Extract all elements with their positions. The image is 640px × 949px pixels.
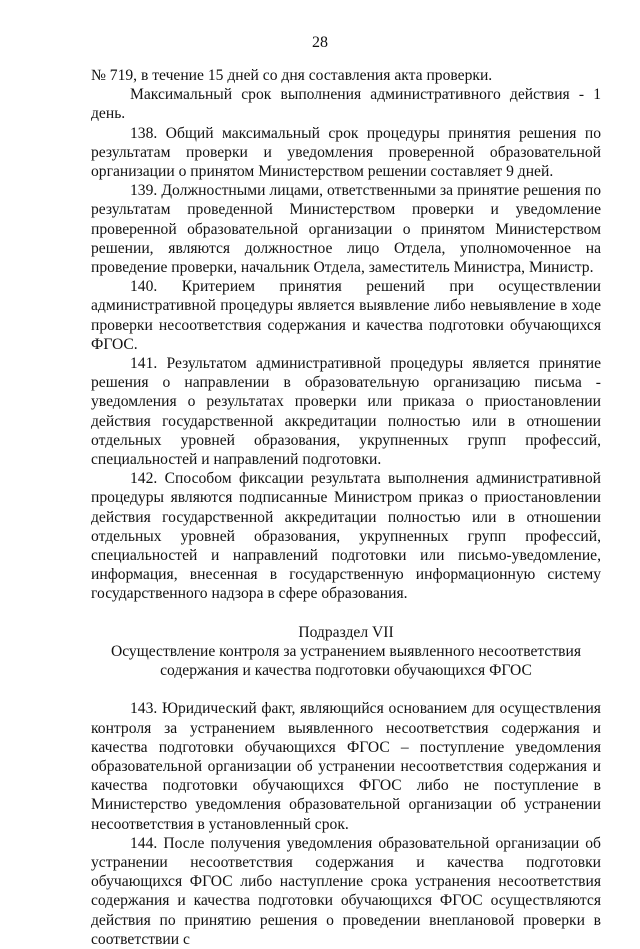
document-body bbox=[91, 66, 601, 949]
paragraph-144: 144. После получения уведомления образовательной организации об устранении несоответствия содержания и качества подготовки обучающихся ФГОС либо наступление срока устранения несоответствия содержания и качества подготовки обучающихся ФГОС осуществляются действия по принятию решения о проведении внеплановой проверки в соответствии с bbox=[91, 834, 601, 948]
paragraph-138: 138. Общий максимальный срок процедуры принятия решения по результатам проверки и уведомления проверенной образовательной организации о принятом Министерством решении составляет 9 дней. bbox=[91, 124, 601, 181]
paragraph-max-duration: Максимальный срок выполнения административного действия - 1 день. bbox=[91, 86, 601, 123]
paragraph-141: 141. Результатом административной процедуры является принятие решения о направлении в образовательную организацию письма - уведомления о результатах проверки или приказа о приостановлении действия государственной аккредитации полностью или в отношении отдельных уровней образования, укрупненных групп профессий, специальностей и направлений подготовки. bbox=[91, 355, 601, 469]
section-title-line-2: содержания и качества подготовки обучающихся ФГОС bbox=[160, 662, 532, 680]
paragraph-139: 139. Должностными лицами, ответственными за принятие решения по результатам проведенной Министерством проверки и уведомление проверенной образовательной организации о принятом Министерством решении, являются должностное лицо Отдела, уполномоченное на проведение проверки, начальник Отдела, заместитель Министра, Министр. bbox=[91, 182, 601, 277]
paragraph-143: 143. Юридический факт, являющийся основанием для осуществления контроля за устранением выявленного несоответствия содержания и качества подготовки обучающихся ФГОС – поступление уведомления образовательной организации об устранении несоответствия содержания и качества подготовки обучающихся ФГОС либо не поступление в Министерство уведомления образовательной организации об устранении несоответствия в установленный срок. bbox=[91, 700, 601, 833]
paragraph-142: 142. Способом фиксации результата выполнения административной процедуры являются подписанные Министром приказ о приостановлении действия государственной аккредитации полностью или в отношении отдельных уровней образования, укрупненных групп профессий, специальностей и направлений подготовки или письмо-уведомление, информация, внесенная в государственную информационную систему государственного надзора в сфере образования. bbox=[91, 470, 601, 603]
paragraph-140: 140. Критерием принятия решений при осуществлении административной процедуры является выявление либо невыявление в ходе проверки несоответствия содержания и качества подготовки обучающихся ФГОС. bbox=[91, 278, 601, 353]
section-title-line-1: Осуществление контроля за устранением выявленного несоответствия bbox=[110, 642, 582, 660]
section-label: Подраздел VII bbox=[298, 623, 394, 641]
paragraph-continuation: № 719, в течение 15 дней со дня составления акта проверки. bbox=[91, 67, 493, 84]
page-number: 28 bbox=[312, 34, 328, 51]
